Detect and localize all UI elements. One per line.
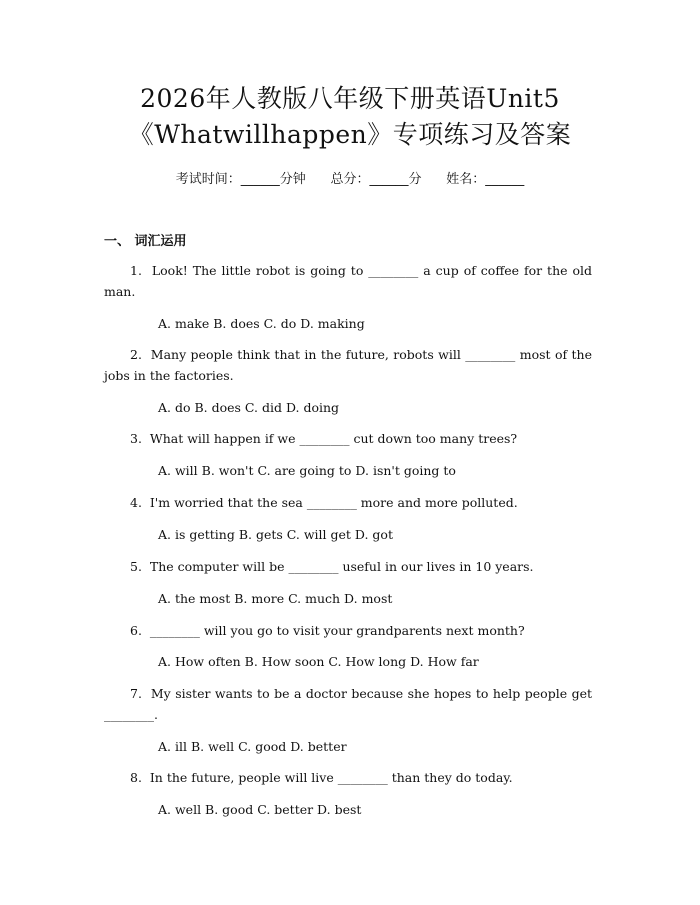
question-6: 6. ________ will you go to visit your grandparents next month?: [130, 623, 525, 638]
question-5: 5. The computer will be ________ useful in our lives in 10 years.: [130, 559, 534, 574]
document-title-line-1: 2026年人教版八年级下册英语Unit5: [140, 84, 560, 113]
question-3-options: A. will B. won't C. are going to D. isn't going to: [158, 463, 456, 478]
question-4-options: A. is getting B. gets C. will get D. got: [158, 527, 393, 542]
question-1: 1. Look! The little robot is going to ________ a cup of coffee for the old man.: [104, 263, 596, 299]
document-title-line-2: 《Whatwillhappen》专项练习及答案: [128, 120, 572, 149]
question-6-options: A. How often B. How soon C. How long D. How far: [158, 654, 479, 669]
question-2: 2. Many people think that in the future, robots will ________ most of the jobs in the factories.: [104, 347, 596, 383]
exam-info-line: 考试时间：______分钟 总分：______分 姓名：______: [175, 172, 525, 187]
question-4: 4. I'm worried that the sea ________ more and more polluted.: [130, 495, 518, 510]
question-7-options: A. ill B. well C. good D. better: [158, 739, 347, 754]
question-7: 7. My sister wants to be a doctor because she hopes to help people get ________.: [104, 686, 596, 722]
question-1-options: A. make B. does C. do D. making: [158, 316, 365, 331]
section-heading: 一、 词汇运用: [104, 234, 187, 249]
question-8-options: A. well B. good C. better D. best: [158, 802, 362, 817]
question-2-options: A. do B. does C. did D. doing: [158, 400, 340, 415]
question-3: 3. What will happen if we ________ cut down too many trees?: [130, 431, 518, 446]
question-5-options: A. the most B. more C. much D. most: [158, 591, 393, 606]
question-8: 8. In the future, people will live ________ than they do today.: [130, 770, 513, 785]
